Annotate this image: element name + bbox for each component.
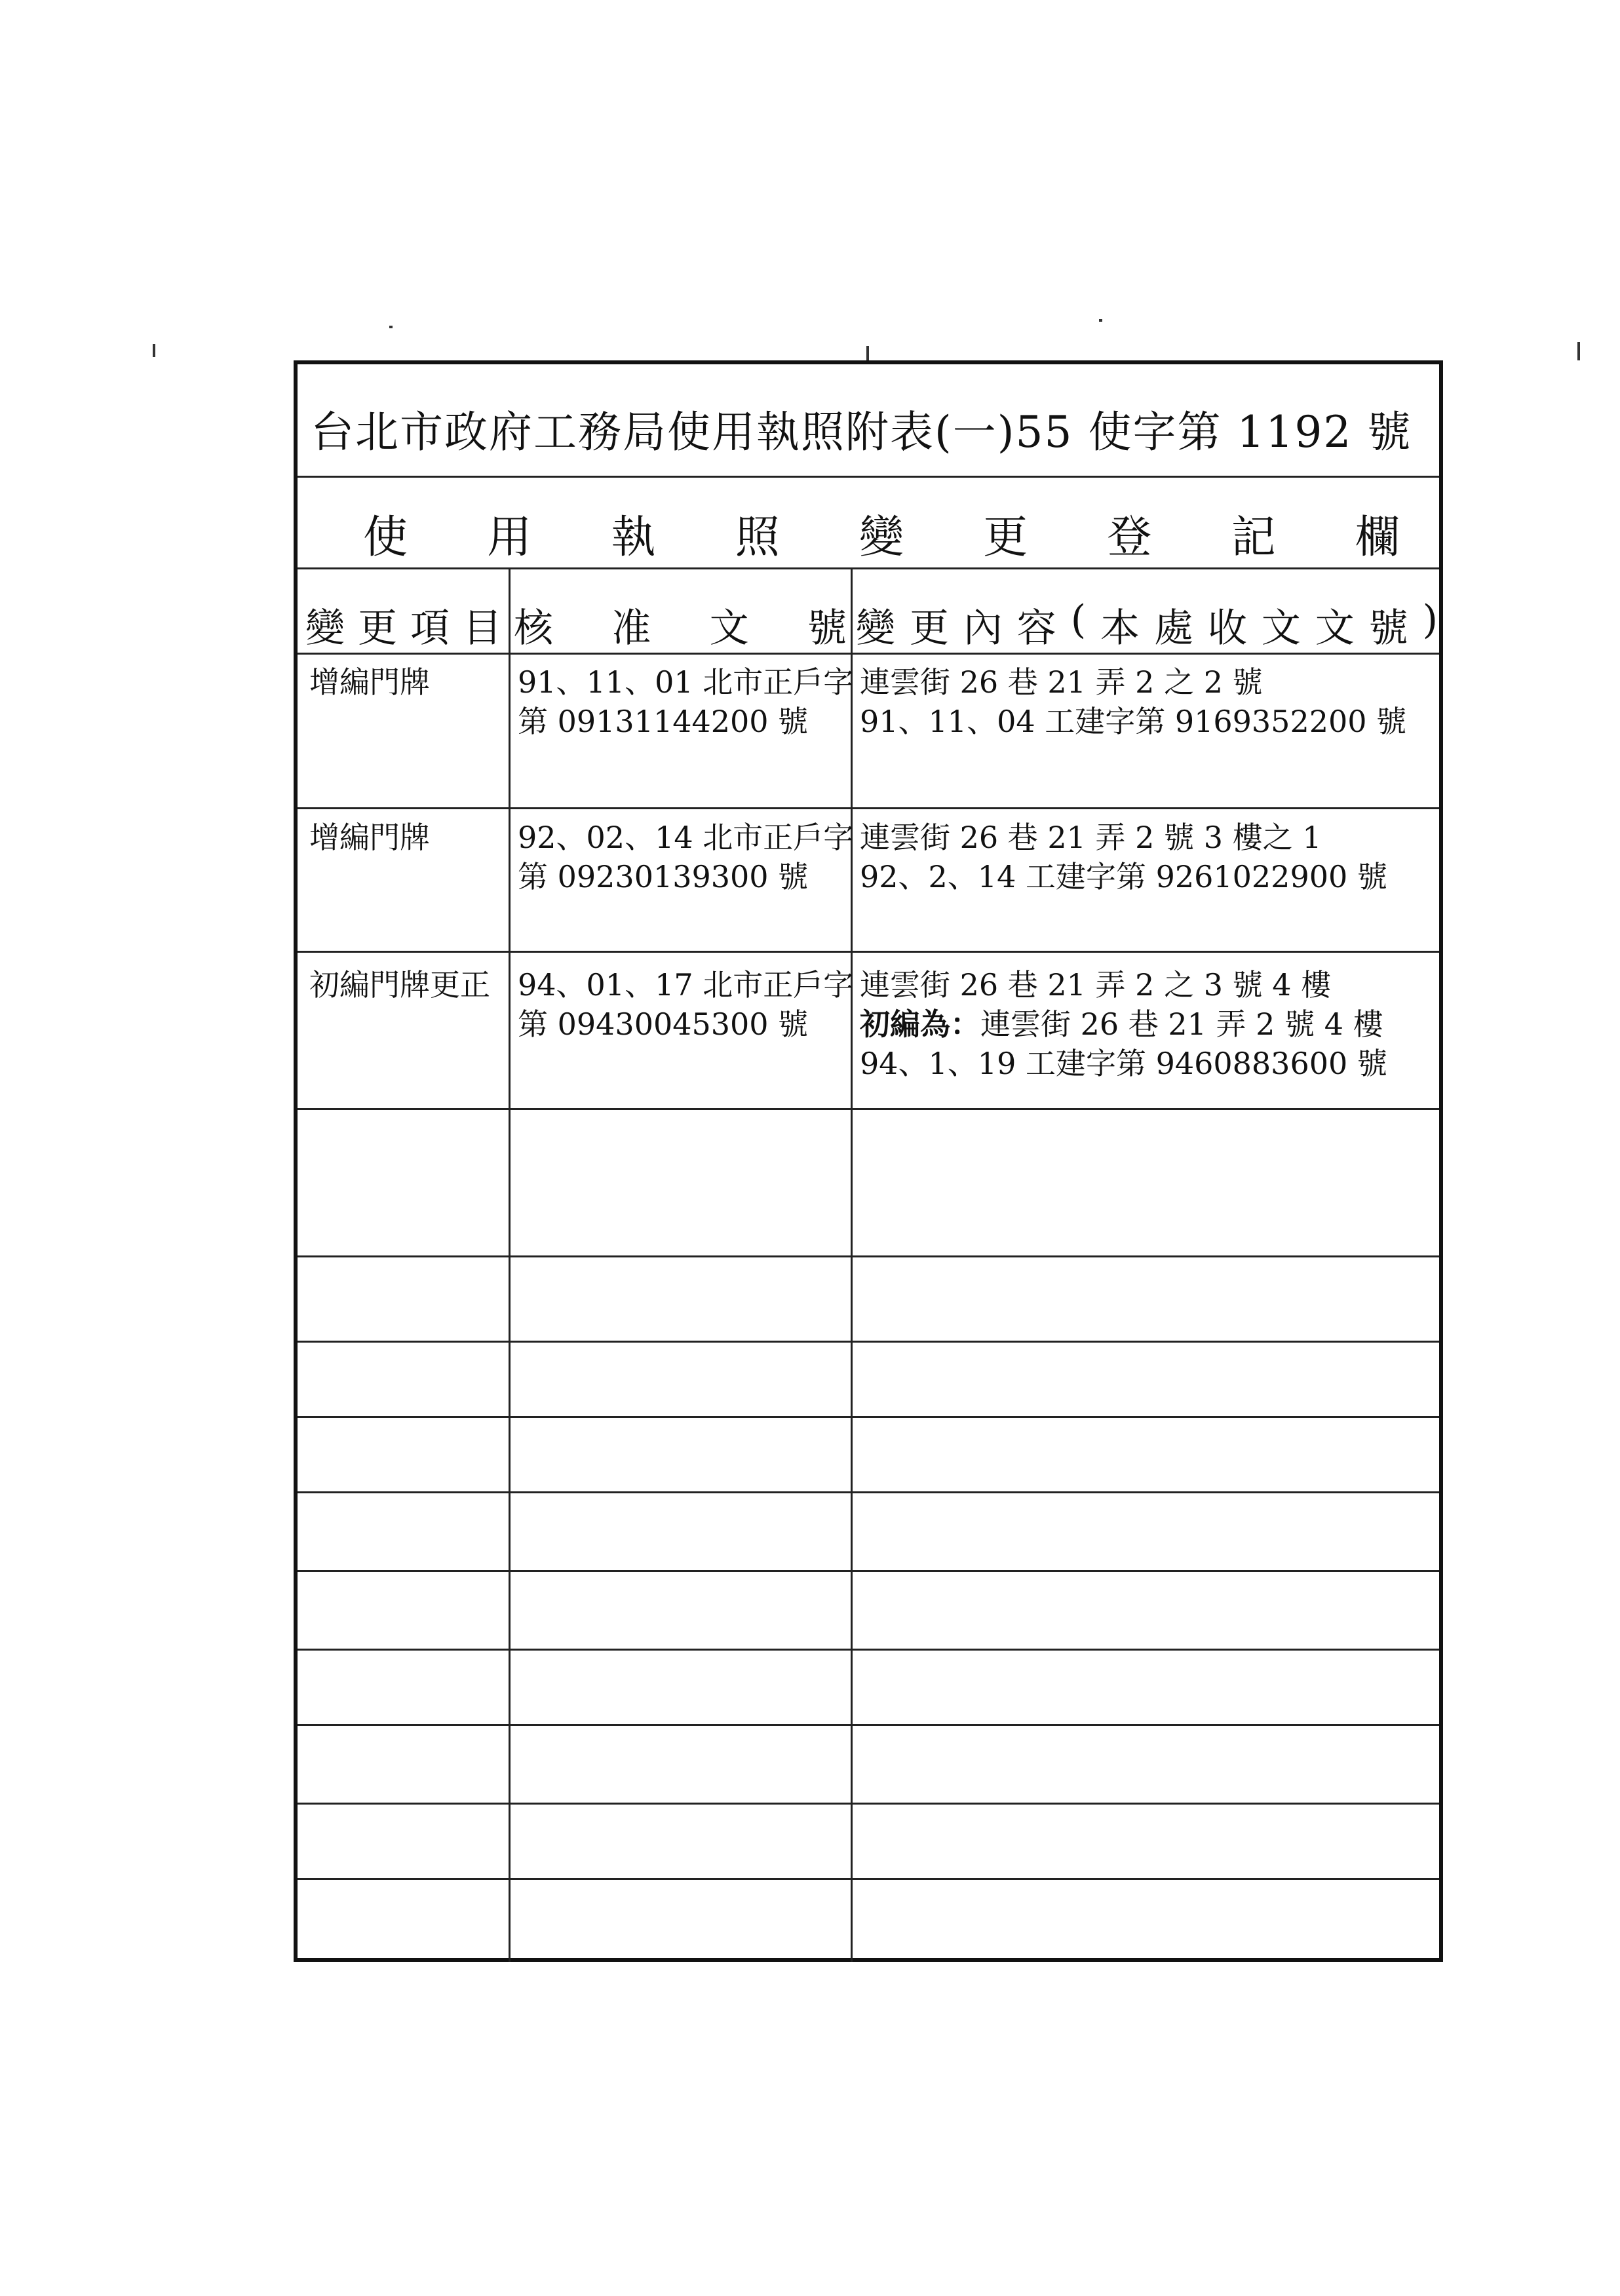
- column-header-approval: 核 准 文 號: [514, 605, 847, 651]
- row-approval-line: 第 09430045300 號: [518, 1006, 809, 1042]
- row-divider: [298, 1878, 1439, 1880]
- column-divider: [851, 567, 853, 1962]
- row-divider: [298, 1341, 1439, 1343]
- row-content-line: 92、2、14 工建字第 9261022900 號: [860, 859, 1387, 894]
- title-divider: [298, 476, 1439, 478]
- row-item: 增編門牌: [309, 664, 430, 700]
- row-divider: [298, 1803, 1439, 1805]
- scan-speck: [389, 326, 393, 328]
- subtitle-char: 執: [611, 512, 656, 564]
- row-content-line: 連雲街 26 巷 21 弄 2 之 3 號 4 樓: [860, 967, 1332, 1003]
- scan-speck: [153, 344, 155, 357]
- row-content-line: [860, 1004, 1383, 1044]
- row-divider: [298, 1724, 1439, 1726]
- form-title: 台北市政府工務局使用執照附表(一)55 使字第 1192 號: [311, 407, 1412, 457]
- column-header-item: 變 更 項 目: [305, 605, 502, 651]
- form-subtitle: [298, 502, 1439, 565]
- row-item: 增編門牌: [309, 820, 430, 855]
- row-divider: [298, 1255, 1439, 1257]
- subtitle-char: 用: [487, 512, 532, 564]
- row-divider: [298, 1570, 1439, 1572]
- row-approval-line: 第 09230139300 號: [518, 859, 809, 894]
- row-content-line: 91、11、04 工建字第 9169352200 號: [860, 704, 1407, 739]
- row-divider: [298, 807, 1439, 809]
- row-content-line: 連雲街 26 巷 21 弄 2 之 2 號: [860, 664, 1263, 700]
- row-divider: [298, 1491, 1439, 1493]
- subtitle-char: 欄: [1355, 512, 1400, 564]
- subtitle-char: 登: [1107, 512, 1152, 564]
- license-change-form: [294, 360, 1443, 1962]
- row-divider: [298, 951, 1439, 953]
- subtitle-char: 使: [363, 512, 408, 564]
- original-address: 連雲街 26 巷 21 弄 2 號 4 樓: [980, 1006, 1383, 1042]
- row-divider: [298, 1416, 1439, 1418]
- column-divider: [509, 567, 511, 1962]
- original-number-label: 初編為：: [860, 1006, 980, 1042]
- subtitle-char: 記: [1231, 512, 1276, 564]
- row-divider: [298, 1108, 1439, 1110]
- row-approval-line: 第 09131144200 號: [518, 704, 809, 739]
- subtitle-char: 變: [858, 512, 904, 564]
- subtitle-divider: [298, 567, 1439, 569]
- row-approval-line: 94、01、17 北市正戶字: [518, 967, 854, 1003]
- row-content-line: 94、1、19 工建字第 9460883600 號: [860, 1046, 1387, 1081]
- row-item: 初編門牌更正: [309, 967, 490, 1003]
- column-header-content: 變 更 內 容 ( 本 處 收 文 文 號 ): [856, 597, 1438, 651]
- scan-speck: [1577, 342, 1580, 360]
- row-divider: [298, 1649, 1439, 1651]
- header-divider: [298, 653, 1439, 655]
- row-approval-line: 92、02、14 北市正戶字: [518, 820, 854, 855]
- subtitle-char: 照: [735, 512, 780, 564]
- row-content-line: 連雲街 26 巷 21 弄 2 號 3 樓之 1: [860, 820, 1322, 855]
- scan-speck: [866, 346, 869, 360]
- row-approval-line: 91、11、01 北市正戶字: [518, 664, 854, 700]
- subtitle-char: 更: [983, 512, 1028, 564]
- scan-speck: [1099, 319, 1102, 322]
